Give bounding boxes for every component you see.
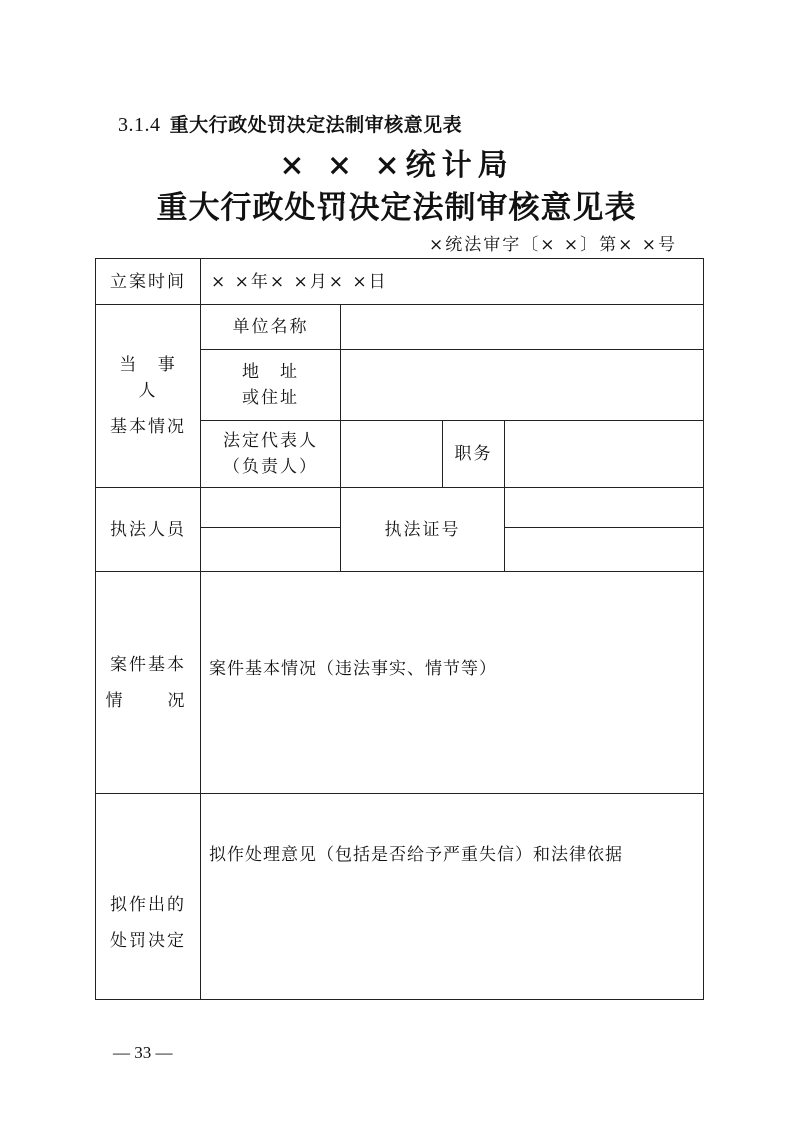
decision-field[interactable] [201, 794, 704, 1000]
section-number: 3.1.4 [118, 114, 161, 136]
case-label-line1: 案件基本 [110, 654, 186, 675]
party-label-line1: 当 事 人 [119, 355, 183, 401]
legal-rep-label-line1: 法定代表人 [223, 431, 318, 451]
document-number: ×统法审字〔× ×〕第× ×号 [428, 235, 677, 255]
decision-row [96, 794, 704, 1000]
decision-label-line1: 拟作出的 [110, 894, 186, 915]
filing-time-value: × ×年× ×月× ×日 [201, 259, 704, 305]
officer-2-field[interactable] [201, 528, 341, 572]
case-info-text: 案件基本情况（违法事实、情节等） [209, 659, 497, 679]
address-field[interactable] [341, 350, 704, 421]
unit-name-field[interactable] [341, 305, 704, 350]
form-title: 重大行政处罚决定法制审核意见表 [156, 190, 637, 226]
cert-number-label: 执法证号 [341, 488, 505, 572]
review-form-table [95, 258, 704, 1000]
address-label [201, 350, 341, 421]
case-label-line2: 情 况 [105, 690, 199, 711]
decision-text: 拟作处理意见（包括是否给予严重失信）和法律依据 [209, 845, 623, 865]
position-label: 职务 [443, 421, 505, 488]
cert-2-field[interactable] [505, 528, 704, 572]
case-row [96, 572, 704, 794]
officer-1-field[interactable] [201, 488, 341, 528]
decision-label [96, 794, 201, 1000]
address-label-line1: 地 址 [242, 362, 299, 382]
section-title: 重大行政处罚决定法制审核意见表 [169, 114, 463, 136]
party-info-label [96, 305, 201, 488]
cert-1-field[interactable] [505, 488, 704, 528]
legal-rep-label [201, 421, 341, 488]
decision-label-line2: 处罚决定 [110, 930, 186, 951]
section-heading [118, 110, 462, 137]
position-field[interactable] [505, 421, 704, 488]
officers-row-1 [96, 488, 704, 528]
agency-name: × × ×统计局 [279, 148, 514, 183]
unit-name-label: 单位名称 [201, 305, 341, 350]
case-info-field[interactable] [201, 572, 704, 794]
unit-name-row [96, 305, 704, 350]
case-info-label [96, 572, 201, 794]
legal-rep-field[interactable] [341, 421, 443, 488]
filing-time-row [96, 259, 704, 305]
officers-label: 执法人员 [96, 488, 201, 572]
filing-time-label: 立案时间 [96, 259, 201, 305]
party-label-line2: 基本情况 [110, 417, 186, 437]
legal-rep-label-line2: （负责人） [223, 457, 318, 477]
page-number: — 33 — [113, 1043, 173, 1062]
address-label-line2: 或住址 [242, 388, 299, 408]
